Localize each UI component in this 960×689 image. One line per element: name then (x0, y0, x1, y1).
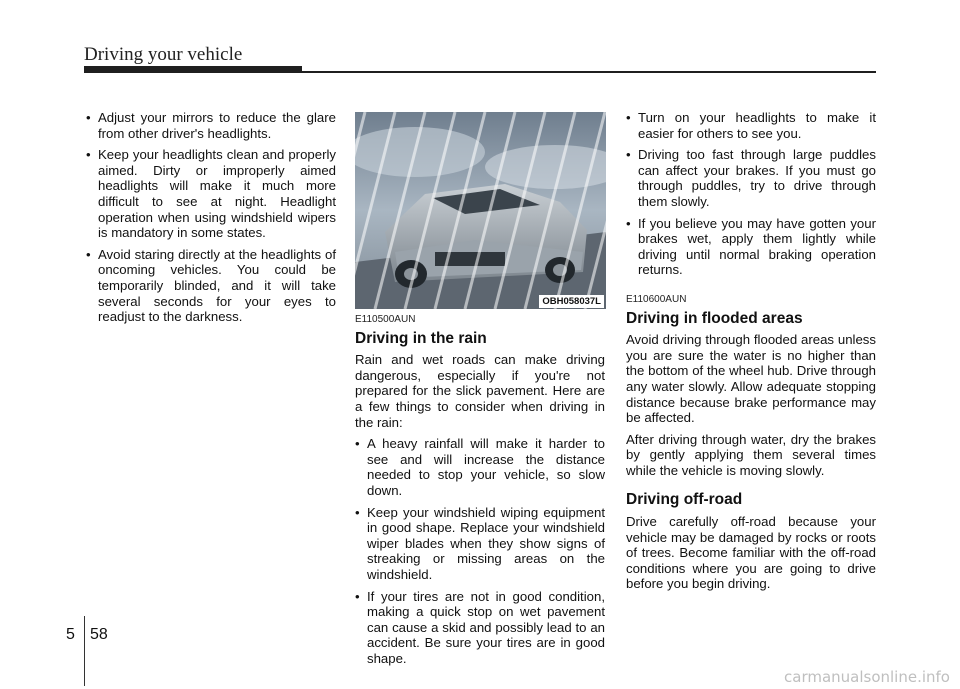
section-title: Driving in the rain (355, 329, 487, 347)
list-item: • Driving too fast through large puddles can affect your brakes. If you must go through puddles, try to drive through them slowly. (626, 147, 876, 209)
car-in-rain-illustration (355, 112, 606, 309)
column-2 (355, 312, 605, 672)
figure-code: OBH058037L (539, 295, 604, 308)
list-item: • Avoid staring directly at the headlights of oncoming vehicles. You could be temporarily blinded, and it will take several seconds for your eyes to readjust to the darkness. (86, 247, 336, 325)
chapter-number: 5 (66, 626, 75, 643)
column-1 (86, 110, 336, 331)
list-item: • If your tires are not in good condition, making a quick stop on wet pavement can cause a skid and possibly lead to an accident. Be sure your tires are in good shape. (355, 589, 605, 667)
page-number: 58 (90, 626, 108, 643)
paragraph: Avoid driving through flooded areas unless you are sure the water is no higher than the bottom of the wheel hub. Drive through any water slowly. Allow adequate stopping distance because brake performance may be affected. (626, 332, 876, 426)
section-title: Driving off-road (626, 491, 743, 509)
bullet-list (86, 110, 336, 325)
header-bar (84, 66, 302, 73)
list-item: • Turn on your headlights to make it easier for others to see you. (626, 110, 876, 141)
rain-car-figure (355, 112, 606, 309)
section-code: E110500AUN (355, 314, 416, 325)
footer-rule (84, 616, 85, 686)
bullet-list (626, 110, 876, 278)
bullet-list (355, 436, 605, 666)
page-header-title: Driving your vehicle (84, 44, 243, 65)
column-3 (626, 110, 876, 598)
header-rule (302, 71, 876, 73)
list-item: • Keep your headlights clean and properly aimed. Dirty or improperly aimed headlights will make it much more difficult to see at night. Headlight operation when using windshield wipers is mandatory in some states. (86, 147, 336, 241)
list-item: • Adjust your mirrors to reduce the glare from other driver's headlights. (86, 110, 336, 141)
list-item: • Keep your windshield wiping equipment in good shape. Replace your windshield wiper blades when they show signs of streaking or missing areas on the windshield. (355, 505, 605, 583)
paragraph: After driving through water, dry the brakes by gently applying them several times while the vehicle is moving slowly. (626, 431, 876, 478)
list-item: • A heavy rainfall will make it harder to see and will increase the distance needed to stop your vehicle, so slow down. (355, 436, 605, 498)
section-title: Driving in flooded areas (626, 309, 803, 327)
paragraph: Drive carefully off-road because your vehicle may be damaged by rocks or roots of trees. Become familiar with the off-road conditions where you are going to drive before you begin driving. (626, 514, 876, 592)
watermark: carmanualsonline.info (784, 668, 950, 686)
section-intro: Rain and wet roads can make driving dangerous, especially if you're not prepared for the slick pavement. Here are a few things to consider when driving in the rain: (355, 352, 605, 430)
list-item: • If you believe you may have gotten your brakes wet, apply them lightly while driving until normal braking operation returns. (626, 216, 876, 278)
section-code: E110600AUN (626, 293, 687, 305)
